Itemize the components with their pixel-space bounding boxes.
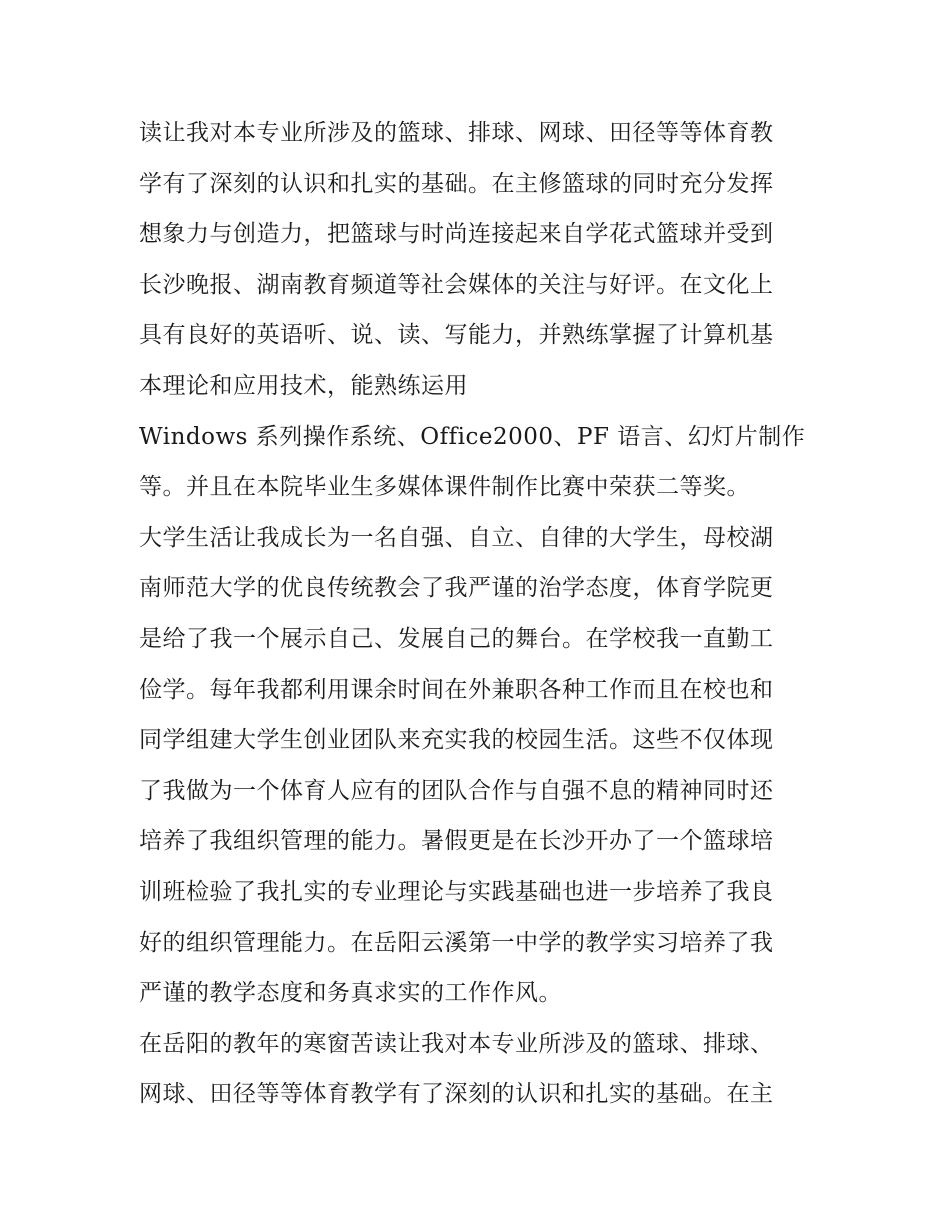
text-line: 在岳阳的教年的寒窗苦读让我对本专业所涉及的篮球、排球、 — [139, 1030, 774, 1057]
text-line: 网球、田径等等体育教学有了深刻的认识和扎实的基础。在主 — [139, 1081, 774, 1108]
text-line: Windows 系列操作系统、Office2000、PF 语言、幻灯片制作 — [139, 423, 806, 450]
text-line: 具有良好的英语听、说、读、写能力，并熟练掌握了计算机基 — [139, 322, 774, 349]
body-text — [139, 108, 819, 1120]
text-line: 俭学。每年我都利用课余时间在外兼职各种工作而且在校也和 — [139, 676, 774, 703]
text-line: 南师范大学的优良传统教会了我严谨的治学态度，体育学院更 — [139, 575, 774, 602]
text-line: 同学组建大学生创业团队来充实我的校园生活。这些不仅体现 — [139, 727, 774, 754]
text-line: 培养了我组织管理的能力。暑假更是在长沙开办了一个篮球培 — [139, 828, 774, 855]
text-line: 大学生活让我成长为一名自强、自立、自律的大学生，母校湖 — [139, 524, 774, 551]
text-line: 读让我对本专业所涉及的篮球、排球、网球、田径等等体育教 — [139, 120, 774, 146]
text-line: 本理论和应用技术，能熟练运用 — [139, 372, 468, 399]
text-line: 长沙晚报、湖南教育频道等社会媒体的关注与好评。在文化上 — [139, 271, 774, 298]
text-line: 严谨的教学态度和务真求实的工作作风。 — [139, 980, 562, 1007]
text-line: 等。并且在本院毕业生多媒体课件制作比赛中荣获二等奖。 — [139, 474, 750, 501]
text-line: 想象力与创造力，把篮球与时尚连接起来自学花式篮球并受到 — [139, 221, 774, 248]
text-line: 好的组织管理能力。在岳阳云溪第一中学的教学实习培养了我 — [139, 929, 774, 956]
text-line: 是给了我一个展示自己、发展自己的舞台。在学校我一直勤工 — [139, 625, 774, 652]
text-line: 了我做为一个体育人应有的团队合作与自强不息的精神同时还 — [139, 777, 774, 804]
text-line: 训班检验了我扎实的专业理论与实践基础也进一步培养了我良 — [139, 878, 774, 905]
text-line: 学有了深刻的认识和扎实的基础。在主修篮球的同时充分发挥 — [139, 170, 774, 197]
